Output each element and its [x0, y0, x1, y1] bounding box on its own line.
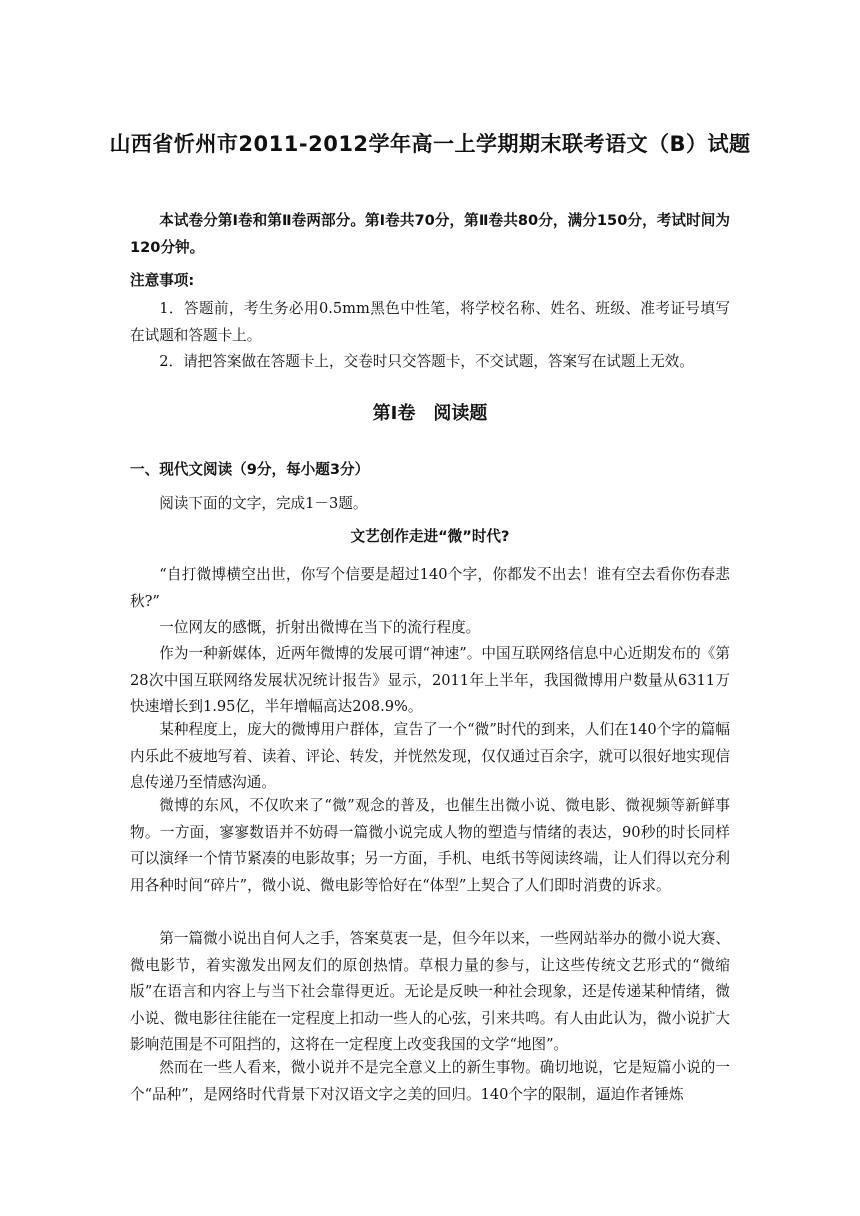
section-title: 第Ⅰ卷 阅读题: [372, 403, 488, 424]
exam-intro: 本试卷分第Ⅰ卷和第Ⅱ卷两部分。第Ⅰ卷共70分，第Ⅱ卷共80分，满分150分，考试时间为120分钟。: [130, 212, 730, 256]
notice-item: 1．答题前，考生务必用0.5mm黑色中性笔，将学校名称、姓名、班级、准考证号填写在试题和答题卡上。: [130, 300, 730, 344]
article-paragraph: 某种程度上，庞大的微博用户群体，宣告了一个“微”时代的到来，人们在140个字的篇幅内乐此不疲地写着、读着、评论、转发，并恍然发现，仅仅通过百余字，就可以很好地实现信息传递乃至情感沟通。: [130, 721, 730, 791]
article-paragraph: 然而在一些人看来，微小说并不是完全意义上的新生事物。确切地说，它是短篇小说的一个“品种”，是网络时代背景下对汉语文字之美的回归。140个字的限制，逼迫作者锤炼: [130, 1059, 730, 1103]
article-title: 文艺创作走进“微”时代?: [350, 528, 510, 545]
reading-instruction: 阅读下面的文字，完成1－3题。: [159, 495, 368, 512]
article-paragraph: “自打微博横空出世，你写个信要是超过140个字，你都发不出去！谁有空去看你伤春悲秋?”: [130, 566, 730, 610]
article-paragraph: 一位网友的感慨，折射出微博在当下的流行程度。: [159, 619, 481, 636]
article-paragraph: 第一篇微小说出自何人之手，答案莫衷一是，但今年以来，一些网站举办的微小说大赛、微电影节，着实激发出网友们的原创热情。草根力量的参与，让这些传统文艺形式的“微缩版”在语言和内容上与当下社会靠得更近。无论是反映一种社会现象，还是传递某种情绪，微小说、微电影往往能在一定程度上扣动一些人的心弦，引来共鸣。有人由此认为，微小说扩大影响范围是不可阻挡的，这将在一定程度上改变我国的文学“地图”。: [130, 930, 730, 1053]
notice-heading: 注意事项:: [130, 272, 195, 289]
notice-item: 2．请把答案做在答题卡上，交卷时只交答题卡，不交试题，答案写在试题上无效。: [159, 353, 694, 370]
article-paragraph: 微博的东风，不仅吹来了“微”观念的普及，也催生出微小说、微电影、微视频等新鲜事物。一方面，寥寥数语并不妨碍一篇微小说完成人物的塑造与情绪的表达，90秒的时长同样可以演绎一个情节紧凑的电影故事；另一方面，手机、电纸书等阅读终端，让人们得以充分利用各种时间“碎片”，微小说、微电影等恰好在“体型”上契合了人们即时消费的诉求。: [130, 797, 730, 894]
article-paragraph: 作为一种新媒体，近两年微博的发展可谓“神速”。中国互联网络信息中心近期发布的《第28次中国互联网络发展状况统计报告》显示，2011年上半年，我国微博用户数量从6311万快速增长到1.95亿，半年增幅高达208.9%。: [130, 645, 730, 715]
part-heading: 一、现代文阅读（9分，每小题3分）: [130, 461, 370, 478]
document-title: 山西省忻州市2011-2012学年高一上学期期末联考语文（B）试题: [109, 132, 751, 156]
